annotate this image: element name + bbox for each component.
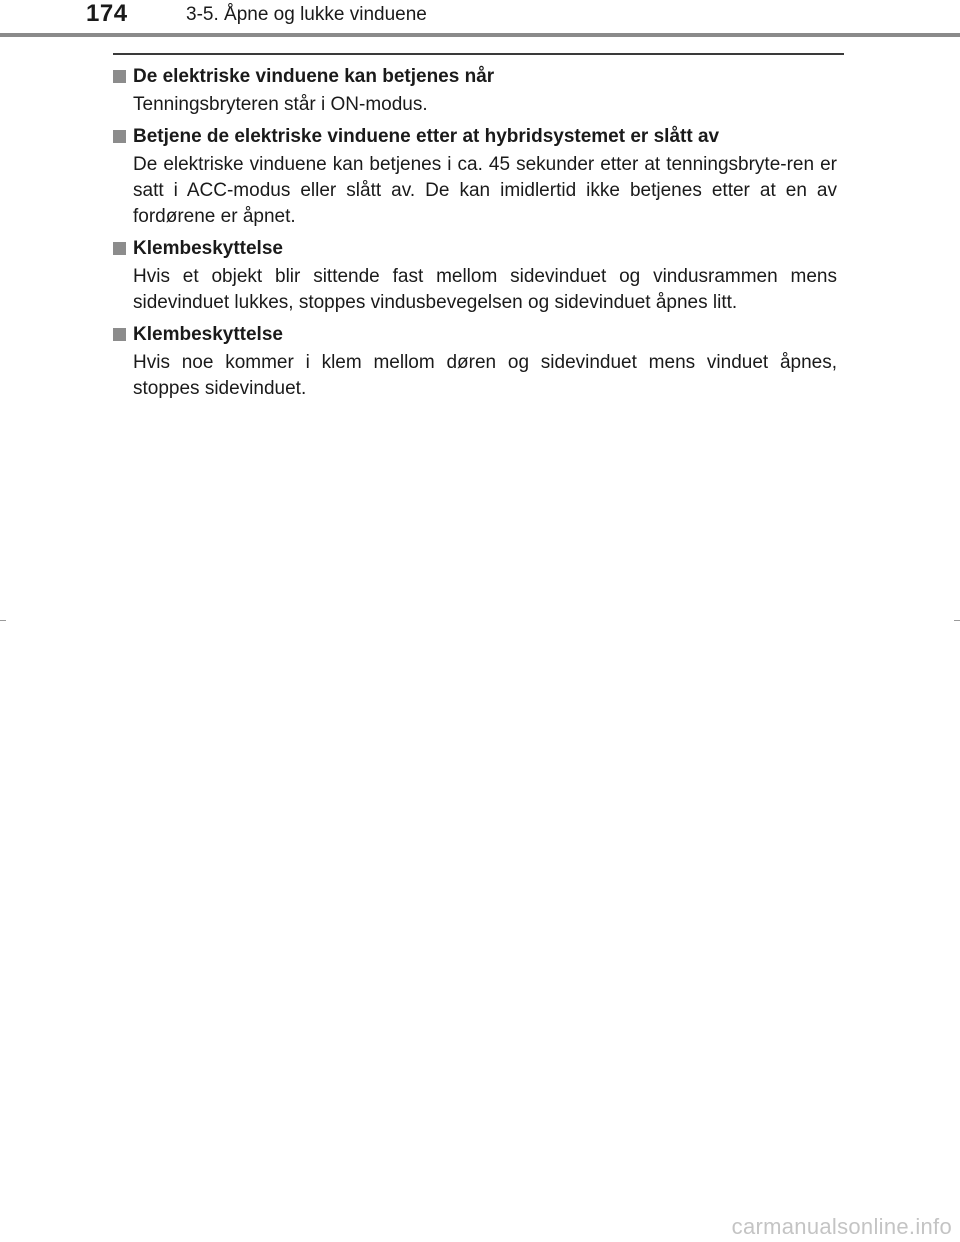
square-bullet-icon: [113, 242, 126, 255]
item-heading-text: De elektriske vinduene kan betjenes når: [133, 66, 495, 87]
item-heading: [113, 64, 844, 90]
item-body: De elektriske vinduene kan betjenes i ca. 45 sekunder etter at tenningsbryte-ren er satt i ACC-modus eller slått av. De kan imidlertid ikke betjenes etter at en av fordørene er åpnet.: [133, 154, 837, 227]
item-heading-text: Klembeskyttelse: [133, 324, 283, 345]
item-body: Hvis et objekt blir sittende fast mellom sidevinduet og vindusrammen mens sidevinduet lukkes, stoppes vindusbevegelsen og sidevinduet åpnes litt.: [133, 266, 837, 313]
page-number: 174: [86, 0, 128, 27]
item-body: Hvis noe kommer i klem mellom døren og sidevinduet mens vinduet åpnes, stoppes sidevinduet.: [133, 352, 837, 399]
crop-mark-left: [0, 620, 6, 621]
list-item: [113, 124, 844, 230]
item-heading: [113, 322, 844, 348]
item-heading: [113, 236, 844, 262]
square-bullet-icon: [113, 328, 126, 341]
item-heading-text: Klembeskyttelse: [133, 238, 283, 259]
watermark: carmanualsonline.info: [731, 1214, 952, 1239]
list-item: [113, 322, 844, 402]
item-heading: [113, 124, 844, 150]
header-divider: [0, 33, 960, 37]
page-content: [113, 64, 844, 408]
item-body: Tenningsbryteren står i ON-modus.: [133, 94, 428, 115]
square-bullet-icon: [113, 130, 126, 143]
item-heading-text: Betjene de elektriske vinduene etter at hybridsystemet er slått av: [133, 126, 720, 147]
page-header: [0, 0, 960, 36]
list-item: [113, 236, 844, 316]
crop-mark-right: [954, 620, 960, 621]
content-divider: [113, 53, 844, 55]
section-title: 3-5. Åpne og lukke vinduene: [186, 4, 427, 25]
square-bullet-icon: [113, 70, 126, 83]
list-item: [113, 64, 844, 118]
